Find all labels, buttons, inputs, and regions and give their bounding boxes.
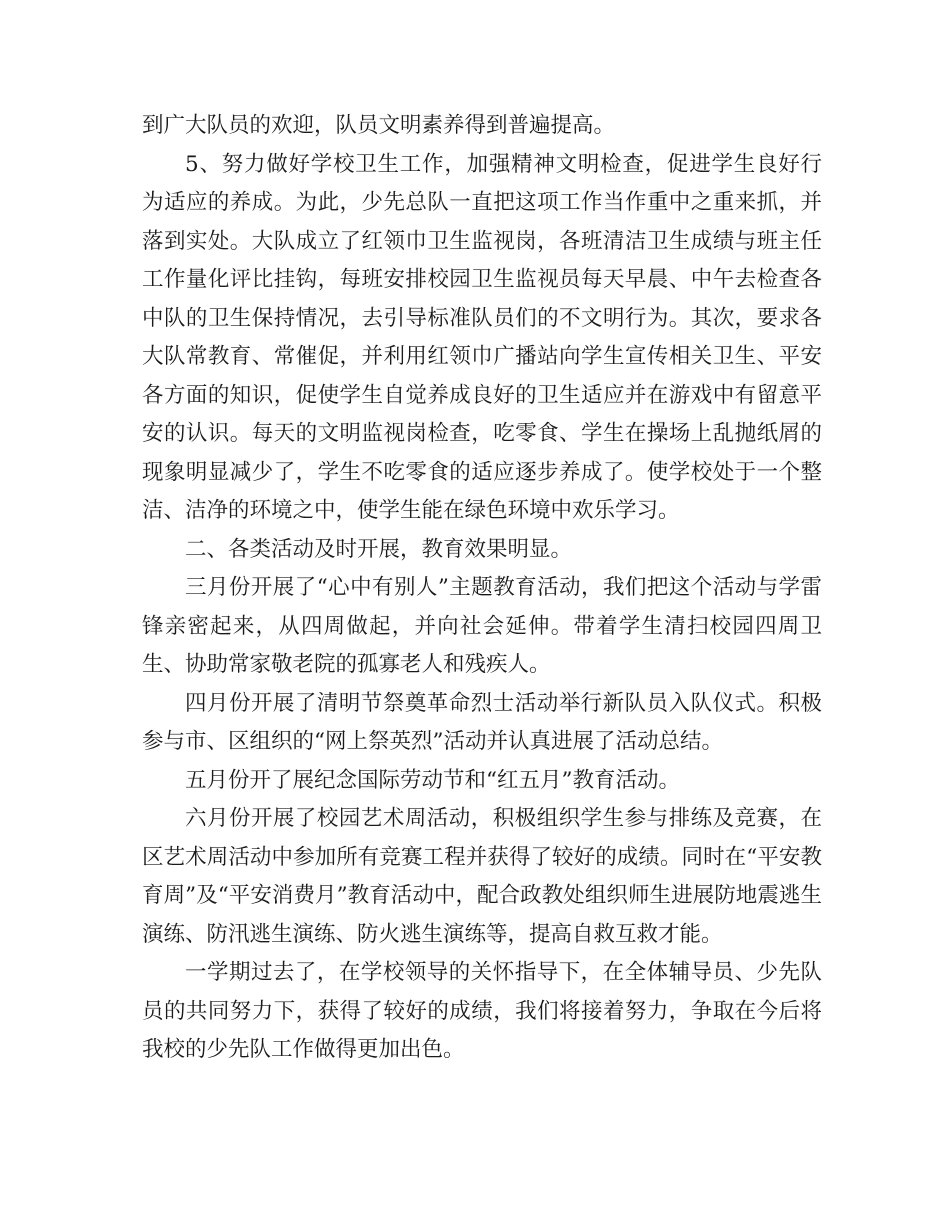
paragraph-hygiene-work: 5、努力做好学校卫生工作，加强精神文明检查，促进学生良好行为适应的养成。为此，少先总队一直把这项工作当作重中之重来抓，并落到实处。大队成立了红领巾卫生监视岗，各班清洁卫生成绩与班主任工作量化评比挂钩，每班安排校园卫生监视员每天早晨、中午去检查各中队的卫生保持情况，去引导标准队员们的不文明行为。其次，要求各大队常教育、常催促，并利用红领巾广播站向学生宣传相关卫生、平安各方面的知识，促使学生自觉养成良好的卫生适应并在游戏中有留意平安的认识。每天的文明监视岗检查，吃零食、学生在操场上乱抛纸屑的现象明显减少了，学生不吃零食的适应逐步养成了。使学校处于一个整洁、洁净的环境之中，使学生能在绿色环境中欢乐学习。 (142, 151, 822, 523)
document-body (142, 107, 822, 1070)
paragraph-june: 六月份开展了校园艺术周活动，积极组织学生参与排练及竞赛，在区艺术周活动中参加所有竞赛工程并获得了较好的成绩。同时在“平安教育周”及“平安消费月”教育活动中，配合政教处组织师生进展防地震逃生演练、防汛逃生演练、防火逃生演练等，提高自救互救才能。 (142, 806, 822, 947)
paragraph-may: 五月份开了展纪念国际劳动节和“红五月”教育活动。 (185, 767, 680, 793)
paragraph-april: 四月份开展了清明节祭奠革命烈士活动举行新队员入队仪式。积极参与市、区组织的“网上祭英烈”活动并认真进展了活动总结。 (142, 690, 822, 754)
paragraph-march: 三月份开展了“心中有别人”主题教育活动，我们把这个活动与学雷锋亲密起来，从四周做起，并向社会延伸。带着学生清扫校园四周卫生、协助常家敬老院的孤寡老人和残疾人。 (142, 575, 822, 677)
section-heading-activities: 二、各类活动及时开展，教育效果明显。 (185, 536, 573, 562)
paragraph-continuation: 到广大队员的欢迎，队员文明素养得到普遍提高。 (142, 113, 616, 138)
paragraph-conclusion: 一学期过去了，在学校领导的关怀指导下，在全体辅导员、少先队员的共同努力下，获得了较好的成绩，我们将接着努力，争取在今后将我校的少先队工作做得更加出色。 (142, 960, 822, 1062)
